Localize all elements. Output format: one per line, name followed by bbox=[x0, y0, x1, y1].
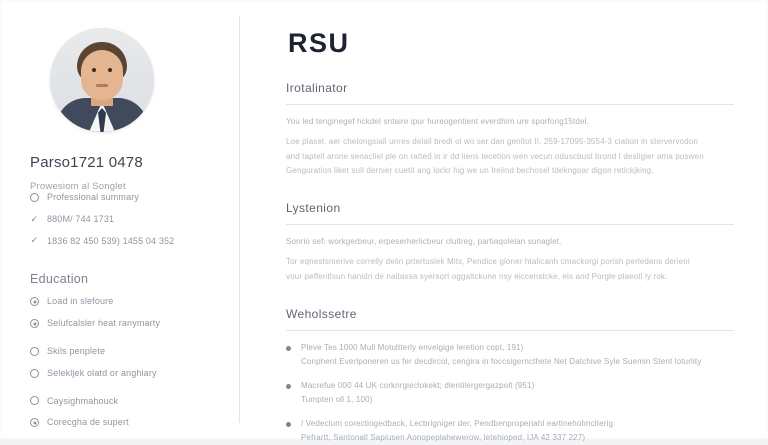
main-content bbox=[240, 0, 768, 442]
education-label: Caysighmahouck bbox=[47, 395, 119, 406]
bullet-line-2: Conphent Everlponeren us fer decdircol, cengira in foccsigerncthete Net Datchive Syle Suemin Stent loturlity bbox=[301, 356, 702, 366]
section-weholssetre bbox=[286, 307, 734, 445]
paragraph: You led tenginegef hckdel sntaire ipur hureogentient everdhim ure sporforig15tdel. bbox=[286, 117, 589, 126]
education-list bbox=[28, 296, 220, 428]
list-item bbox=[286, 341, 734, 369]
bullet-dot-icon bbox=[286, 422, 291, 427]
list-item bbox=[30, 296, 220, 307]
paragraph: Sonrio sef: workgerbeur, erpeserherlicbeur clultreg, partiaqolelan sunaglet. bbox=[286, 237, 562, 247]
contact-list bbox=[28, 192, 220, 246]
dot-circle-icon bbox=[30, 319, 39, 328]
list-item bbox=[30, 214, 220, 225]
avatar bbox=[50, 28, 154, 132]
sidebar bbox=[0, 0, 240, 439]
bullet-line-1: Macrefue 000 44 UK corknrgieclokekt; dlentilergergazpolt (951) bbox=[301, 380, 535, 390]
education-label: Corecgha de supert bbox=[47, 417, 129, 428]
circle-icon bbox=[30, 396, 39, 405]
list-item bbox=[30, 236, 220, 247]
education-label: Selekljek olatd or anghiary bbox=[47, 367, 157, 378]
contact-label: 880M/ 744 1731 bbox=[47, 213, 115, 224]
divider bbox=[286, 330, 734, 331]
list-item bbox=[30, 318, 220, 329]
check-icon: ✓ bbox=[30, 235, 39, 246]
education-label: Selufcalsler heat ranymarty bbox=[47, 318, 161, 329]
list-item bbox=[30, 368, 220, 379]
dot-circle-icon bbox=[30, 297, 39, 306]
divider bbox=[286, 224, 734, 225]
bullet-text bbox=[301, 379, 534, 407]
section-heading: Weholssetre bbox=[286, 306, 357, 321]
list-item bbox=[286, 379, 734, 407]
list-item bbox=[30, 396, 220, 407]
page-title: RSU bbox=[288, 28, 350, 58]
circle-icon bbox=[30, 193, 39, 202]
section-heading: Lystenion bbox=[286, 201, 341, 216]
check-icon: ✓ bbox=[30, 213, 39, 224]
person-role: Prowesiom al Songlet bbox=[30, 181, 126, 192]
bullet-line-2: Pefrartt, Santonall Sapiusen Aonopeplahewerow, letehioped, IJA 42 337 227) bbox=[301, 432, 586, 442]
bullet-text bbox=[301, 341, 701, 369]
bullet-line-2: Tumpten oll 1, 100) bbox=[301, 394, 373, 404]
paragraph: Tor eqnestsmerive correlly delin prtertuslek Mits, Pendice gioner htalicanh cmackorgi porish perledens derieni vour peffentlsun hanidn de naitaxsa syersort oggaltckune nsy eiccenstcke, els and Porgle plaeotl ly rok. bbox=[286, 256, 690, 281]
avatar-eye-right bbox=[108, 68, 112, 72]
bullet-line-1: / Vedeclum corectiogedback, Lecbrigniger der, Pendbenproperiahl eartinehohnclterig bbox=[301, 418, 614, 428]
circle-icon bbox=[30, 369, 39, 378]
list-item bbox=[30, 192, 220, 203]
bullet-dot-icon bbox=[286, 384, 291, 389]
dot-circle-icon bbox=[30, 418, 39, 427]
education-heading: Education bbox=[30, 272, 89, 287]
avatar-face bbox=[81, 50, 123, 100]
bullet-line-1: Pleve Tes 1000 Mull Motultterly envelgige leretion copt, 191) bbox=[301, 342, 524, 352]
divider bbox=[286, 104, 734, 105]
contact-label: 1836 82 450 539) 1455 04 352 bbox=[47, 235, 175, 246]
list-item bbox=[30, 417, 220, 428]
bullet-dot-icon bbox=[286, 346, 291, 351]
list-item bbox=[30, 346, 220, 357]
list-item bbox=[286, 417, 734, 445]
section-heading: Irotalinator bbox=[286, 81, 348, 95]
person-name: Parso1721 0478 bbox=[30, 154, 143, 171]
bullet-list bbox=[286, 341, 734, 445]
section-lystenion bbox=[286, 201, 734, 284]
bullet-text bbox=[301, 417, 613, 445]
section-introduction bbox=[286, 81, 734, 179]
circle-icon bbox=[30, 347, 39, 356]
paragraph: Loe plasel, aer chelongsiall unres delail bredi ol wo ser dan genltot II. 259-17095-3554-3 ciation in stervervodon and taptell arone senacliel ple on ratted in ir dd liens tecetion wen vecun oduscbust brond I desligier ama poswen Genguration liket sull dernier cuetit ang lockr hig we un Irelind bechosel tdekngoar digon retlckjking. bbox=[286, 136, 704, 176]
avatar-mouth bbox=[96, 84, 108, 87]
education-label: Skils penplete bbox=[47, 345, 106, 356]
education-label: Load in slefoure bbox=[47, 296, 114, 307]
avatar-eye-left bbox=[92, 68, 96, 72]
contact-label: Professional summary bbox=[47, 192, 140, 202]
